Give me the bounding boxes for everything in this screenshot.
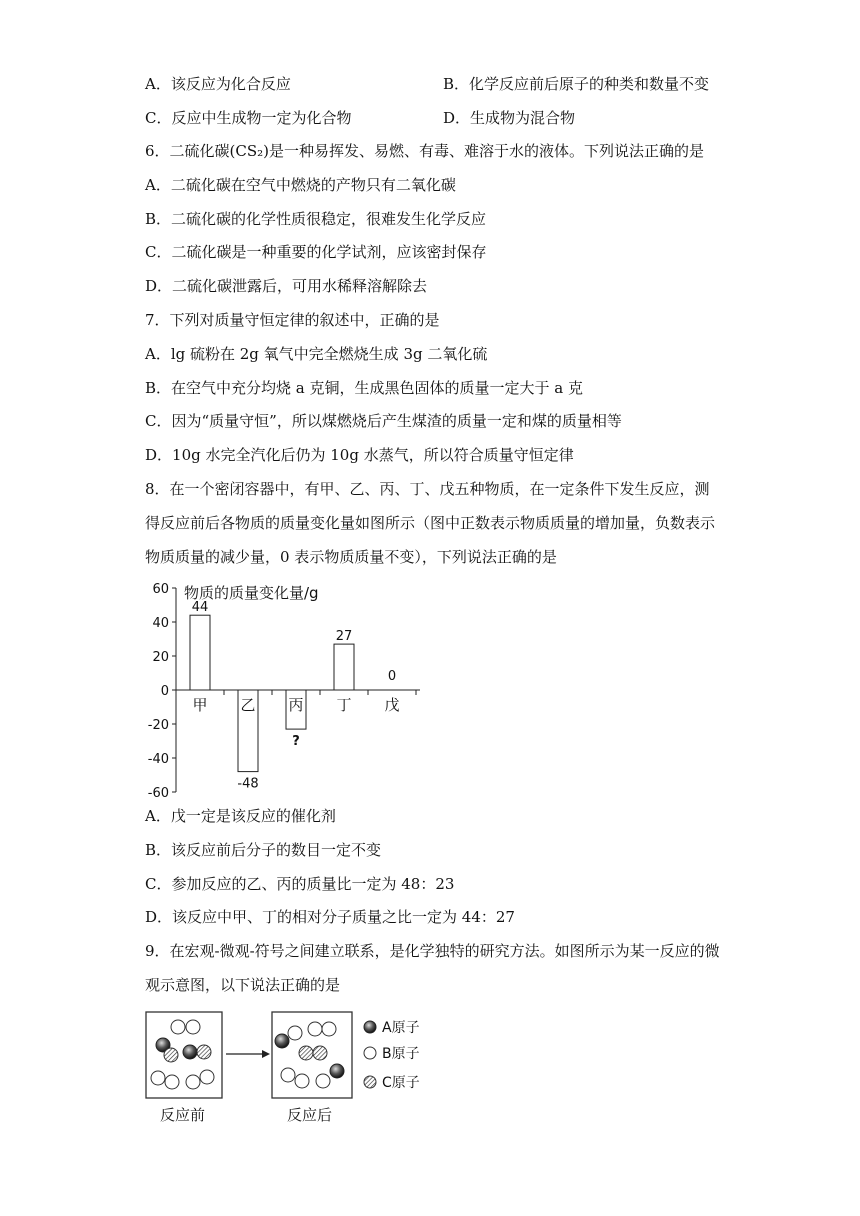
y-tick-label: -20 — [147, 718, 169, 733]
legend-a-swatch — [364, 1021, 376, 1033]
label-before: 反应前 — [160, 1106, 206, 1124]
legend-b-swatch — [364, 1047, 376, 1059]
q9-stem-line-1: 9．在宏观-微观-符号之间建立联系，是化学独特的研究方法。如图所示为某一反应的微 — [145, 942, 720, 960]
b-atom — [288, 1026, 302, 1040]
atoms-before — [151, 1020, 214, 1089]
data-label: 0 — [387, 669, 397, 684]
a-atom — [330, 1064, 344, 1078]
legend-a-label: A原子 — [382, 1020, 420, 1036]
data-label: 44 — [191, 600, 209, 616]
b-atom — [186, 1075, 200, 1089]
b-atom — [308, 1022, 322, 1036]
c-atom — [164, 1048, 178, 1062]
q7-option-d: D．10g 水完全汽化后仍为 10g 水蒸气，所以符合质量守恒定律 — [145, 446, 574, 464]
b-atom — [171, 1020, 185, 1034]
b-atom — [186, 1020, 200, 1034]
q8-option-b: B．该反应前后分子的数目一定不变 — [145, 841, 382, 859]
label-after: 反应后 — [287, 1106, 333, 1124]
q5-option-b: B．化学反应前后原子的种类和数量不变 — [443, 75, 710, 93]
mass-change-bar-chart — [140, 578, 430, 798]
b-atom — [281, 1068, 295, 1082]
q6-option-a: A．二硫化碳在空气中燃烧的产物只有二氧化碳 — [145, 176, 456, 194]
bar-甲 — [190, 615, 210, 690]
c-atom — [313, 1046, 327, 1060]
y-tick-label: -40 — [147, 752, 169, 767]
b-atom — [151, 1071, 165, 1085]
bar-丁 — [334, 644, 354, 690]
q8-option-d: D．该反应中甲、丁的相对分子质量之比一定为 44：27 — [145, 908, 515, 926]
q7-option-a: A．lg 硫粉在 2g 氧气中完全燃烧生成 3g 二氧化硫 — [145, 345, 488, 363]
category-label: 甲 — [192, 696, 208, 714]
legend-c-label: C原子 — [382, 1075, 420, 1091]
data-label: -48 — [237, 776, 259, 792]
c-atom — [197, 1045, 211, 1059]
b-atom — [165, 1075, 179, 1089]
b-atom — [200, 1070, 214, 1084]
q6-stem: 6．二硫化碳(CS₂)是一种易挥发、易燃、有毒、难溶于水的液体。下列说法正确的是 — [145, 142, 705, 160]
a-atom — [183, 1045, 197, 1059]
arrow-head — [262, 1050, 270, 1058]
atoms-after — [275, 1022, 344, 1088]
data-label: 27 — [335, 629, 353, 645]
y-tick-label: 40 — [152, 616, 169, 631]
q8-stem-line-2: 得反应前后各物质的质量变化量如图所示（图中正数表示物质质量的增加量，负数表示 — [145, 514, 716, 532]
category-label: 戊 — [384, 696, 400, 714]
q7-option-b: B．在空气中充分均烧 a 克铜，生成黑色固体的质量一定大于 a 克 — [145, 379, 583, 397]
q6-option-c: C．二硫化碳是一种重要的化学试剂，应该密封保存 — [145, 243, 487, 261]
chart-title: 物质的质量变化量/g — [184, 584, 319, 602]
category-label: 丙 — [288, 696, 304, 714]
q5-option-c: C．反应中生成物一定为化合物 — [145, 109, 352, 127]
q6-option-d: D．二硫化碳泄露后，可用水稀释溶解除去 — [145, 277, 428, 295]
y-tick-label: -60 — [147, 786, 169, 798]
y-tick-label: 0 — [160, 684, 169, 699]
q5-option-a: A．该反应为化合反应 — [145, 75, 291, 93]
legend — [364, 1020, 420, 1091]
micro-reaction-diagram — [140, 1008, 440, 1128]
q8-stem-line-1: 8．在一个密闭容器中，有甲、乙、丙、丁、戊五种物质，在一定条件下发生反应，测 — [145, 480, 710, 498]
q8-option-c: C．参加反应的乙、丙的质量比一定为 48：23 — [145, 875, 455, 893]
q8-stem-line-3: 物质质量的减少量，0 表示物质质量不变），下列说法正确的是 — [145, 548, 557, 566]
b-atom — [322, 1022, 336, 1036]
b-atom — [316, 1074, 330, 1088]
legend-c-swatch — [364, 1076, 376, 1088]
legend-b-label: B原子 — [382, 1046, 420, 1062]
q7-option-c: C．因为“质量守恒”，所以煤燃烧后产生煤渣的质量一定和煤的质量相等 — [145, 412, 622, 430]
data-label: ? — [292, 734, 300, 750]
y-tick-label: 20 — [152, 650, 169, 665]
category-label: 丁 — [336, 696, 352, 714]
b-atom — [295, 1074, 309, 1088]
q5-option-d: D．生成物为混合物 — [443, 109, 576, 127]
q6-option-b: B．二硫化碳的化学性质很稳定，很难发生化学反应 — [145, 210, 487, 228]
c-atom — [299, 1046, 313, 1060]
q7-stem: 7．下列对质量守恒定律的叙述中，正确的是 — [145, 311, 440, 329]
y-ticks — [148, 582, 176, 798]
q9-stem-line-2: 观示意图，以下说法正确的是 — [145, 976, 341, 994]
y-tick-label: 60 — [152, 582, 169, 597]
a-atom — [275, 1034, 289, 1048]
category-label: 乙 — [240, 696, 256, 714]
q8-option-a: A．戊一定是该反应的催化剂 — [145, 807, 336, 825]
bars — [190, 600, 416, 791]
